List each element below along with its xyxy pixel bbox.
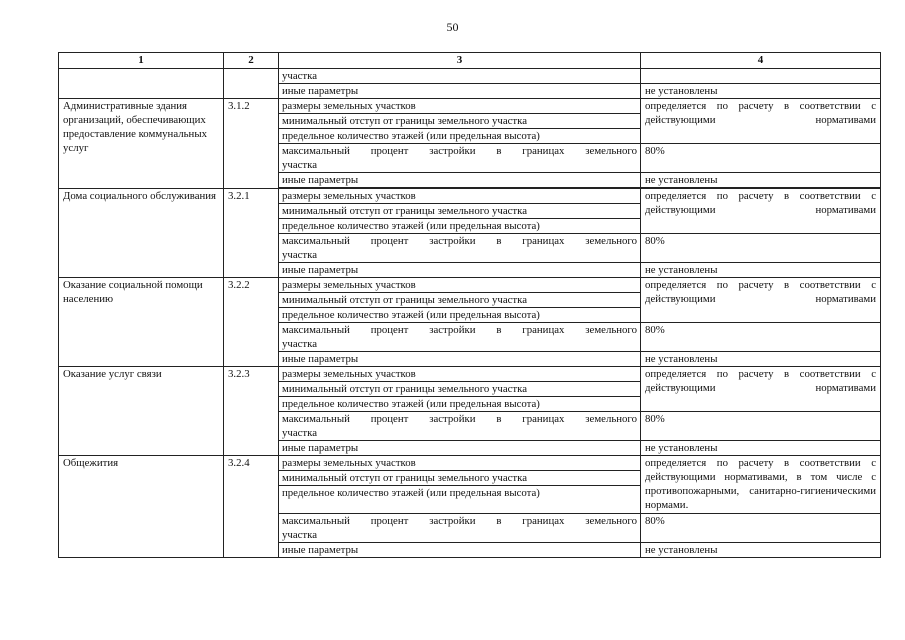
param-max-percent-line1: максимальный процент застройки в границах земельного	[282, 145, 637, 157]
table-header-row	[59, 53, 881, 69]
group-row-sizes	[59, 278, 881, 293]
group-row-sizes	[59, 456, 881, 471]
value-percent: 80%	[641, 514, 881, 543]
param-max-percent-line1: максимальный процент застройки в границах земельного	[282, 324, 637, 336]
group-row-sizes	[59, 367, 881, 382]
group-row-sizes	[59, 189, 881, 204]
param-max-floors: предельное количество этажей (или предельная высота)	[279, 397, 641, 412]
param-min-offset: минимальный отступ от границы земельного участка	[279, 382, 641, 397]
param-other: иные параметры	[279, 352, 641, 367]
param-sizes: размеры земельных участков	[279, 189, 641, 204]
value-other: не установлены	[641, 263, 881, 278]
header-col-2: 2	[224, 53, 279, 69]
value-calc: определяется по расчету в соответствии с действующими нормативами	[641, 99, 881, 144]
param-max-percent	[279, 514, 641, 543]
value-other: не установлены	[641, 173, 881, 188]
param-max-percent	[279, 234, 641, 263]
param-min-offset: минимальный отступ от границы земельного участка	[279, 471, 641, 486]
use-name: Оказание услуг связи	[59, 367, 224, 456]
param-sizes: размеры земельных участков	[279, 456, 641, 471]
param-max-floors: предельное количество этажей (или предельная высота)	[279, 308, 641, 323]
param-other: иные параметры	[279, 173, 641, 188]
use-name: Общежития	[59, 456, 224, 558]
value-calc: определяется по расчету в соответствии с действующими нормативами	[641, 367, 881, 412]
value-percent: 80%	[641, 144, 881, 173]
param-max-floors: предельное количество этажей (или предельная высота)	[279, 219, 641, 234]
use-code: 3.2.4	[224, 456, 279, 558]
value-other: не установлены	[641, 352, 881, 367]
param-max-percent	[279, 323, 641, 352]
header-col-3: 3	[279, 53, 641, 69]
continuation-empty-value	[641, 69, 881, 84]
use-name: Дома социального обслуживания	[59, 189, 224, 278]
value-percent: 80%	[641, 323, 881, 352]
param-max-percent-line2: участка	[282, 249, 318, 261]
value-percent: 80%	[641, 234, 881, 263]
use-code: 3.2.3	[224, 367, 279, 456]
param-other: иные параметры	[279, 543, 641, 558]
header-col-1: 1	[59, 53, 224, 69]
param-max-floors: предельное количество этажей (или предельная высота)	[279, 129, 641, 144]
use-name: Оказание социальной помощи населению	[59, 278, 224, 367]
param-max-percent-line2: участка	[282, 529, 318, 541]
use-code: 3.2.1	[224, 189, 279, 278]
value-calc: определяется по расчету в соответствии с действующими нормативами, в том числе с противопожарными, санитарно-гигиеническими нормами.	[641, 456, 881, 514]
use-code: 3.1.2	[224, 99, 279, 189]
param-sizes: размеры земельных участков	[279, 278, 641, 293]
param-max-percent-line1: максимальный процент застройки в границах земельного	[282, 413, 637, 425]
value-calc: определяется по расчету в соответствии с действующими нормативами	[641, 278, 881, 323]
param-other: иные параметры	[279, 263, 641, 278]
param-sizes: размеры земельных участков	[279, 367, 641, 382]
param-min-offset: минимальный отступ от границы земельного участка	[279, 114, 641, 129]
param-other: иные параметры	[279, 441, 641, 456]
param-max-percent-line1: максимальный процент застройки в границах земельного	[282, 515, 637, 527]
zoning-parameters-table	[58, 52, 881, 558]
use-name: Административные здания организаций, обеспечивающих предоставление коммунальных услуг	[59, 99, 224, 189]
param-max-percent-line2: участка	[282, 427, 318, 439]
continuation-row	[59, 69, 881, 84]
param-max-percent-line1: максимальный процент застройки в границах земельного	[282, 235, 637, 247]
value-percent: 80%	[641, 412, 881, 441]
group-row-sizes	[59, 99, 881, 114]
continuation-code-cell	[224, 69, 279, 99]
param-max-percent	[279, 144, 641, 173]
header-col-4: 4	[641, 53, 881, 69]
param-sizes: размеры земельных участков	[279, 99, 641, 114]
value-other: не установлены	[641, 543, 881, 558]
use-code: 3.2.2	[224, 278, 279, 367]
param-min-offset: минимальный отступ от границы земельного участка	[279, 204, 641, 219]
param-max-percent-line2: участка	[282, 159, 318, 171]
continuation-name-cell	[59, 69, 224, 99]
param-max-percent	[279, 412, 641, 441]
param-other: иные параметры	[279, 84, 641, 99]
param-max-floors: предельное количество этажей (или предельная высота)	[279, 486, 641, 514]
value-calc: определяется по расчету в соответствии с действующими нормативами	[641, 189, 881, 234]
value-other: не установлены	[641, 84, 881, 99]
page-number: 50	[446, 20, 459, 34]
param-max-percent-line2: участка	[282, 338, 318, 350]
value-other: не установлены	[641, 441, 881, 456]
param-min-offset: минимальный отступ от границы земельного участка	[279, 293, 641, 308]
param-tail: участка	[279, 69, 641, 84]
